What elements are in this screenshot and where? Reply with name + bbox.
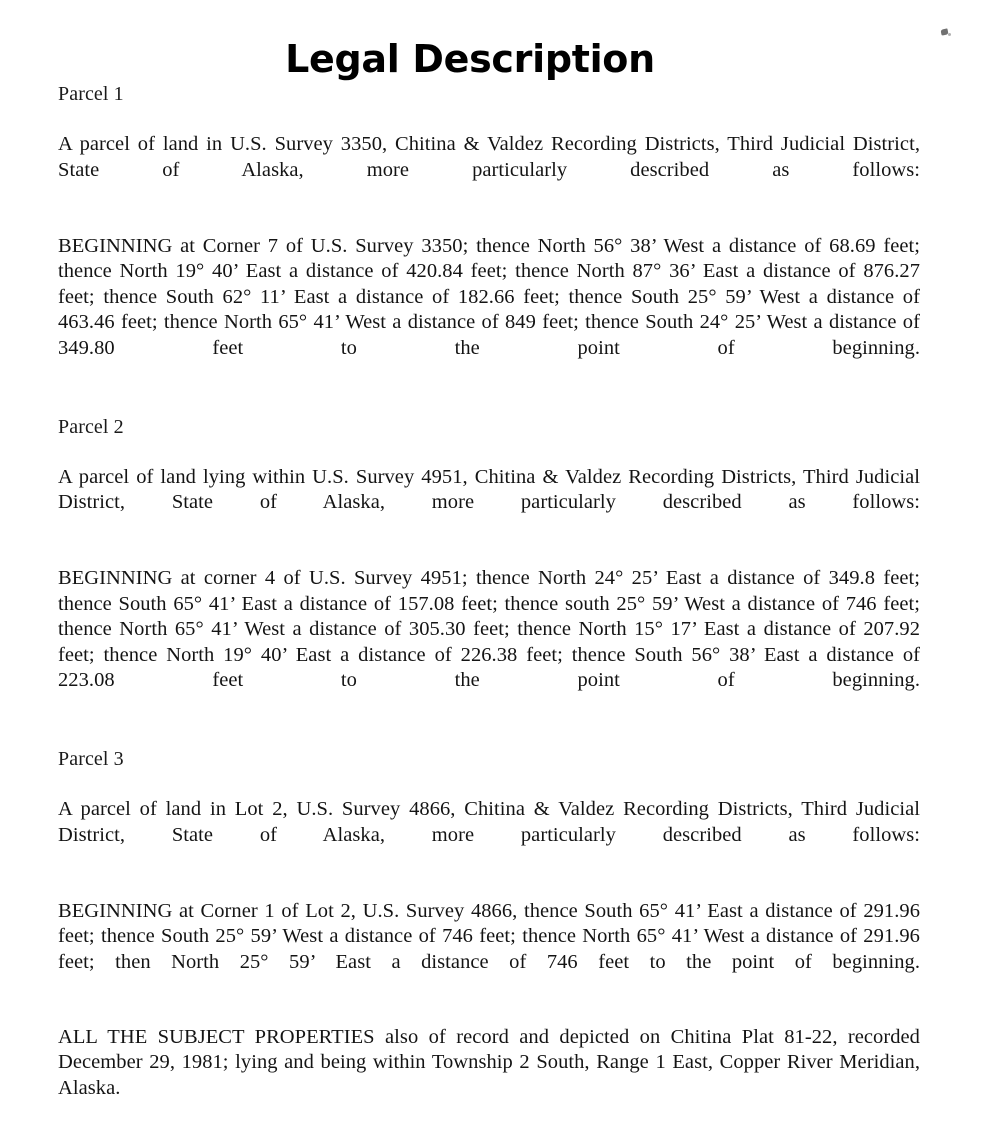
spacer — [58, 769, 920, 797]
spacer — [58, 541, 920, 566]
parcel-1-description: A parcel of land in U.S. Survey 3350, Chitina & Valdez Recording Districts, Third Judicial District, State of Alaska, more particularly described as follows: — [58, 133, 920, 181]
spacer — [58, 437, 920, 465]
closing-paragraph: ALL THE SUBJECT PROPERTIES also of record and depicted on Chitina Plat 81-22, recorded December 29, 1981; lying and being within Township 2 South, Range 1 East, Copper River Meridian, Alaska. — [58, 1025, 920, 1099]
document-body — [58, 84, 920, 1127]
spacer — [58, 104, 920, 132]
spacer — [58, 719, 920, 749]
parcel-2-metes-and-bounds: BEGINNING at corner 4 of U.S. Survey 4951; thence North 24° 25’ East a distance of 349.8 feet; thence South 65° 41’ East a distance of 157.08 feet; thence south 25° 59’ West a distance of 746 feet; thence North 65° 41’ West a distance of 305.30 feet; thence North 15° 17’ East a distance of 207.92 feet; thence North 19° 40’ East a distance of 226.38 feet; thence South 56° 38’ East a distance of 223.08 feet to the point of beginning. — [58, 567, 920, 691]
parcel-1-heading: Parcel 1 — [58, 83, 124, 105]
parcel-3-metes-and-bounds: BEGINNING at Corner 1 of Lot 2, U.S. Survey 4866, thence South 65° 41’ East a distance of 291.96 feet; thence South 25° 59’ West a distance of 746 feet; thence North 65° 41’ West a distance of 291.96 feet; then North 25° 59’ East a distance of 746 feet to the point of beginning. — [58, 899, 920, 973]
spacer — [58, 209, 920, 234]
spacer — [58, 1001, 920, 1025]
spacer — [58, 387, 920, 417]
parcel-3-description: A parcel of land in Lot 2, U.S. Survey 4866, Chitina & Valdez Recording Districts, Third Judicial District, State of Alaska, more particularly described as follows: — [58, 798, 920, 846]
parcel-1-metes-and-bounds: BEGINNING at Corner 7 of U.S. Survey 3350; thence North 56° 38’ West a distance of 68.69 feet; thence North 19° 40’ East a distance of 420.84 feet; thence North 87° 36’ East a distance of 876.27 feet; thence South 62° 11’ East a distance of 182.66 feet; thence South 25° 59’ West a distance of 463.46 feet; thence North 65° 41’ West a distance of 849 feet; thence South 24° 25’ West a distance of 349.80 feet to the point of beginning. — [58, 234, 920, 359]
scan-artifact-dot — [948, 33, 951, 36]
page-title: Legal Description — [285, 37, 655, 81]
parcel-2-description: A parcel of land lying within U.S. Survey 4951, Chitina & Valdez Recording Districts, Third Judicial District, State of Alaska, more particularly described as follows: — [58, 465, 920, 513]
parcel-2-heading: Parcel 2 — [58, 415, 124, 438]
parcel-3-heading: Parcel 3 — [58, 748, 124, 770]
spacer — [58, 874, 920, 899]
